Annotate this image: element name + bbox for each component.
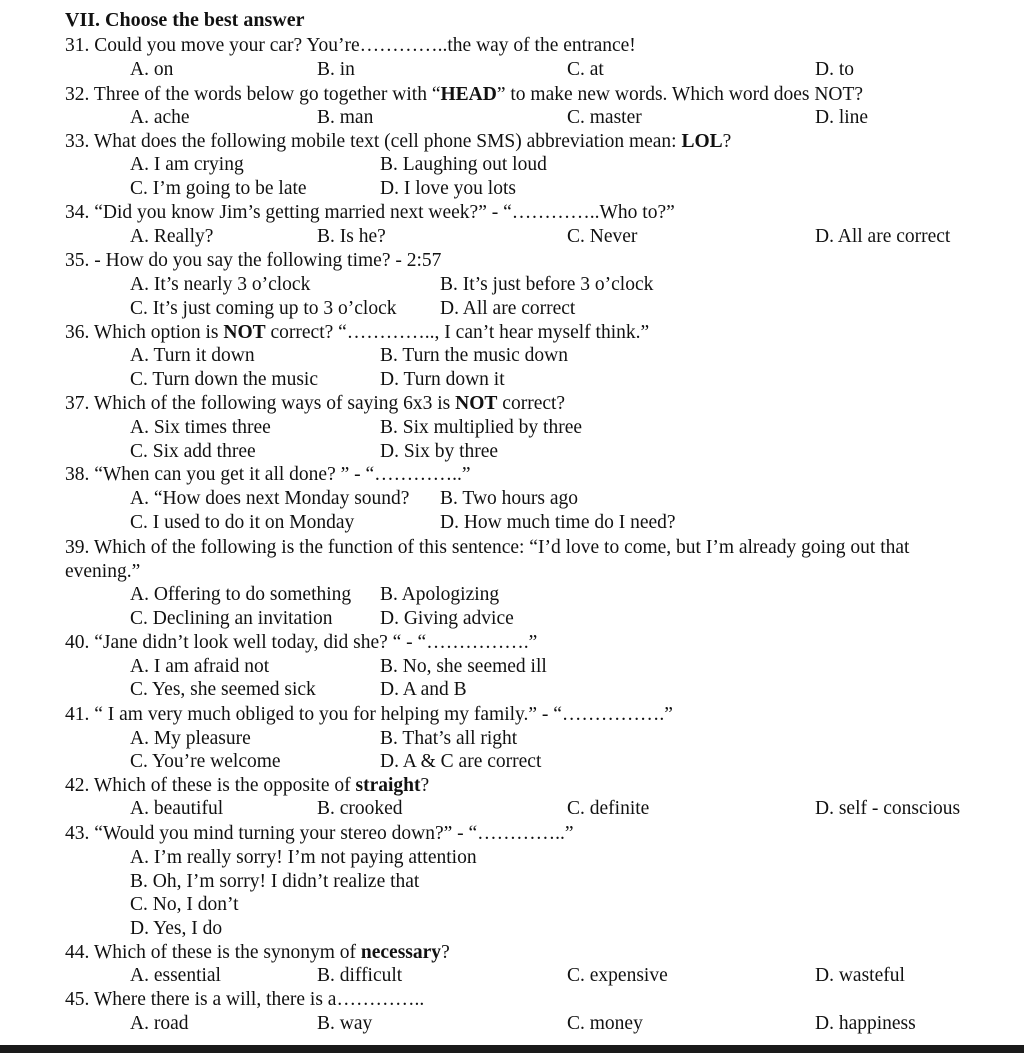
question-43: 43. “Would you mind turning your stereo down?” - “…………..” xyxy=(65,823,574,844)
option-43-b: B. Oh, I’m sorry! I didn’t realize that xyxy=(130,871,420,892)
bottom-edge-bar xyxy=(0,1045,1024,1053)
option-31-a: A. on xyxy=(130,59,174,80)
option-34-d: D. All are correct xyxy=(815,226,951,247)
option-33-a: A. I am crying xyxy=(130,154,244,175)
option-31-b: B. in xyxy=(317,59,355,80)
option-36-d: D. Turn down it xyxy=(380,369,505,390)
option-38-c: C. I used to do it on Monday xyxy=(130,512,355,533)
option-35-a: A. It’s nearly 3 o’clock xyxy=(130,274,311,295)
option-37-a: A. Six times three xyxy=(130,417,271,438)
option-42-d: D. self - conscious xyxy=(815,798,961,819)
question-39: 39. Which of the following is the function of this sentence: “I’d love to come, but I’m already going out that xyxy=(65,537,910,558)
question-40: 40. “Jane didn’t look well today, did she? “ - “…………….” xyxy=(65,632,538,653)
question-41: 41. “ I am very much obliged to you for helping my family.” - “…………….” xyxy=(65,704,673,725)
question-36: 36. Which option is NOT correct? “………….., I can’t hear myself think.” xyxy=(65,322,650,343)
option-32-c: C. master xyxy=(567,107,642,128)
option-41-a: A. My pleasure xyxy=(130,728,251,749)
option-39-d: D. Giving advice xyxy=(380,608,514,629)
option-36-a: A. Turn it down xyxy=(130,345,255,366)
option-33-c: C. I’m going to be late xyxy=(130,178,307,199)
option-45-d: D. happiness xyxy=(815,1013,916,1034)
option-45-a: A. road xyxy=(130,1013,189,1034)
option-38-d: D. How much time do I need? xyxy=(440,512,676,533)
question-34: 34. “Did you know Jim’s getting married next week?” - “…………..Who to?” xyxy=(65,202,675,223)
question-45: 45. Where there is a will, there is a………….. xyxy=(65,989,425,1010)
option-36-c: C. Turn down the music xyxy=(130,369,318,390)
option-39-a: A. Offering to do something xyxy=(130,584,352,605)
option-31-c: C. at xyxy=(567,59,604,80)
option-44-a: A. essential xyxy=(130,965,221,986)
option-39-c: C. Declining an invitation xyxy=(130,608,333,629)
option-34-b: B. Is he? xyxy=(317,226,386,247)
option-33-d: D. I love you lots xyxy=(380,178,516,199)
question-35: 35. - How do you say the following time? - 2:57 xyxy=(65,250,442,271)
option-40-a: A. I am afraid not xyxy=(130,656,270,677)
question-38: 38. “When can you get it all done? ” - “…………..” xyxy=(65,464,471,485)
option-45-b: B. way xyxy=(317,1013,373,1034)
option-44-d: D. wasteful xyxy=(815,965,905,986)
question-37: 37. Which of the following ways of saying 6x3 is NOT correct? xyxy=(65,393,566,414)
option-39-b: B. Apologizing xyxy=(380,584,500,605)
question-31: 31. Could you move your car? You’re…………..the way of the entrance! xyxy=(65,35,636,56)
option-37-d: D. Six by three xyxy=(380,441,499,462)
option-35-c: C. It’s just coming up to 3 o’clock xyxy=(130,298,397,319)
option-43-a: A. I’m really sorry! I’m not paying attention xyxy=(130,847,477,868)
option-42-c: C. definite xyxy=(567,798,650,819)
option-41-b: B. That’s all right xyxy=(380,728,518,749)
option-37-b: B. Six multiplied by three xyxy=(380,417,583,438)
option-34-c: C. Never xyxy=(567,226,638,247)
option-35-d: D. All are correct xyxy=(440,298,576,319)
option-43-c: C. No, I don’t xyxy=(130,894,239,915)
option-45-c: C. money xyxy=(567,1013,643,1034)
option-32-a: A. ache xyxy=(130,107,190,128)
option-34-a: A. Really? xyxy=(130,226,214,247)
question-44: 44. Which of these is the synonym of necessary? xyxy=(65,942,450,963)
option-40-d: D. A and B xyxy=(380,679,467,700)
option-37-c: C. Six add three xyxy=(130,441,256,462)
section-title: VII. Choose the best answer xyxy=(65,9,305,31)
option-43-d: D. Yes, I do xyxy=(130,918,223,939)
question-32: 32. Three of the words below go together with “HEAD” to make new words. Which word does NOT? xyxy=(65,84,864,105)
option-32-d: D. line xyxy=(815,107,869,128)
question-39-continuation: evening.” xyxy=(65,561,141,582)
option-33-b: B. Laughing out loud xyxy=(380,154,547,175)
option-41-c: C. You’re welcome xyxy=(130,751,281,772)
option-35-b: B. It’s just before 3 o’clock xyxy=(440,274,654,295)
option-42-a: A. beautiful xyxy=(130,798,224,819)
option-38-b: B. Two hours ago xyxy=(440,488,579,509)
option-42-b: B. crooked xyxy=(317,798,403,819)
option-40-b: B. No, she seemed ill xyxy=(380,656,547,677)
option-31-d: D. to xyxy=(815,59,854,80)
question-33: 33. What does the following mobile text (cell phone SMS) abbreviation mean: LOL? xyxy=(65,131,732,152)
option-44-c: C. expensive xyxy=(567,965,668,986)
option-44-b: B. difficult xyxy=(317,965,403,986)
option-32-b: B. man xyxy=(317,107,374,128)
option-36-b: B. Turn the music down xyxy=(380,345,568,366)
option-40-c: C. Yes, she seemed sick xyxy=(130,679,316,700)
option-38-a: A. “How does next Monday sound? xyxy=(130,488,410,509)
option-41-d: D. A & C are correct xyxy=(380,751,542,772)
question-42: 42. Which of these is the opposite of straight? xyxy=(65,775,430,796)
